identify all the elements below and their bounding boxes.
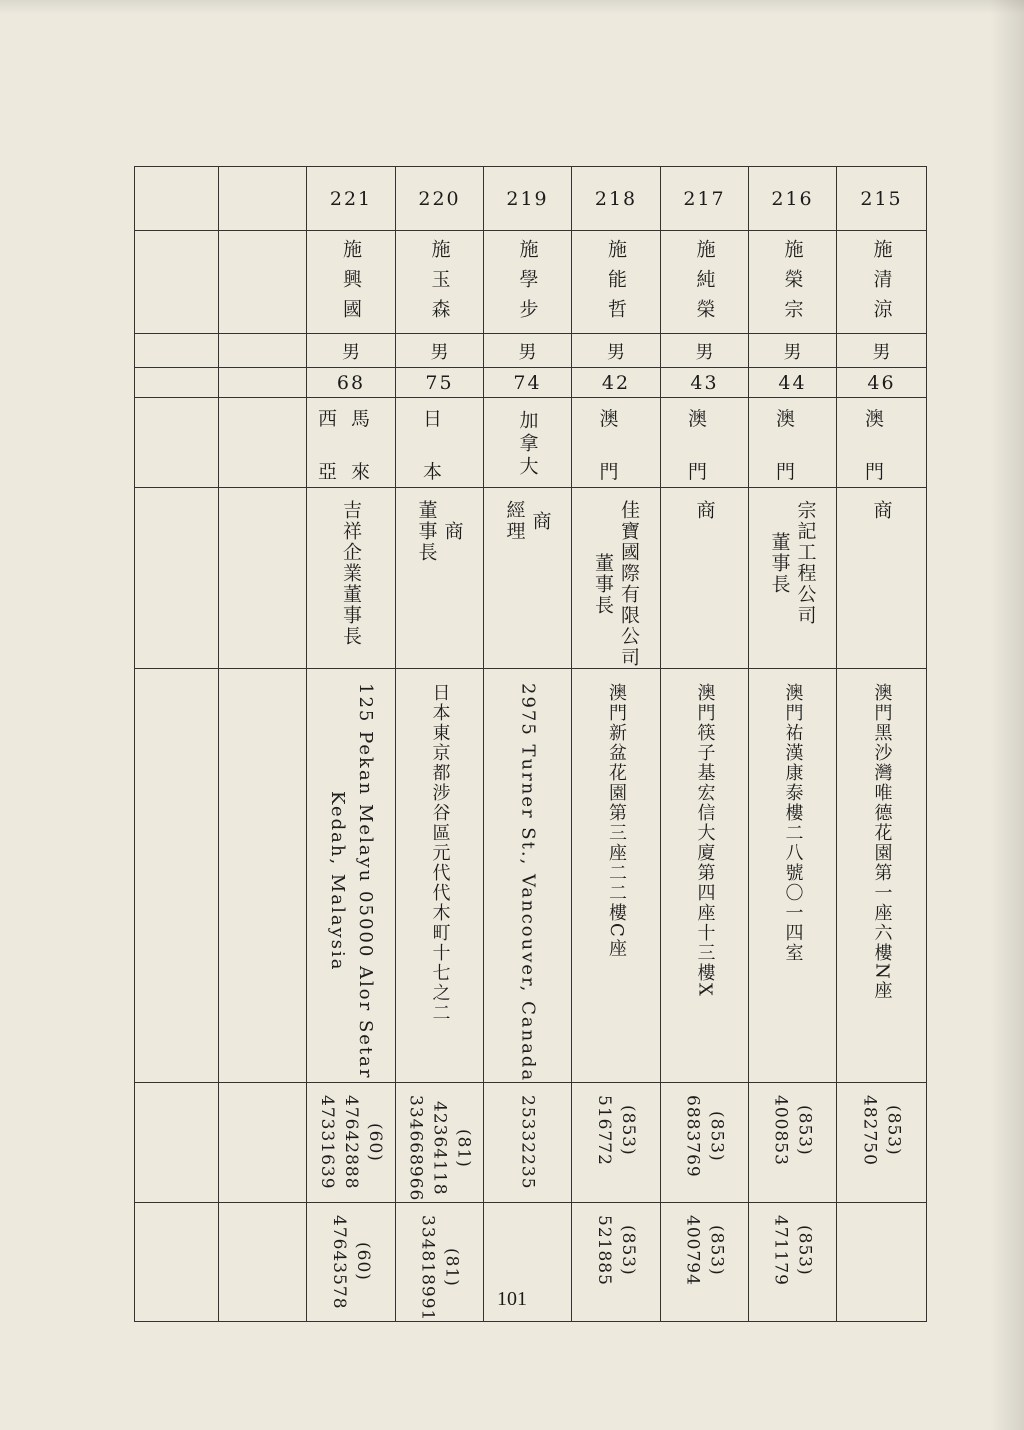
name-cell <box>307 231 396 334</box>
occupation-lines <box>749 488 836 626</box>
no-cell: 220 <box>396 167 484 231</box>
occupation-cell <box>572 488 661 669</box>
address-cell <box>572 669 661 1083</box>
row-address <box>135 669 927 1083</box>
tel-lines <box>837 1083 926 1166</box>
sex-cell: 男 <box>307 334 396 368</box>
blank-cell <box>219 167 307 231</box>
name-cell <box>396 231 484 334</box>
occupation-line: 宗記工程公司 <box>794 500 817 626</box>
place-lines <box>396 398 483 484</box>
tel-cell <box>307 1083 396 1202</box>
fax-number: (853) <box>618 1224 638 1276</box>
place-lines <box>749 398 836 484</box>
page-number: 101 <box>497 1288 527 1310</box>
occupation-cell <box>484 488 572 669</box>
place-line: 門 <box>864 461 898 483</box>
member-register-table <box>134 166 927 1322</box>
tel-number: (60) <box>365 1123 385 1162</box>
address-lines <box>484 669 571 1082</box>
address-line: 澳門祐漢康泰樓二八號〇一四室 <box>782 683 804 963</box>
fax-number: (81) <box>441 1248 462 1288</box>
sex-cell: 男 <box>749 334 837 368</box>
place-line: 澳 <box>864 408 898 430</box>
sex-cell: 男 <box>484 334 572 368</box>
fax-number: 471179 <box>770 1214 791 1286</box>
name-cell <box>749 231 837 334</box>
row-occupation <box>135 488 927 669</box>
member-name: 施能哲 <box>605 239 627 329</box>
tel-number: 334668966 <box>405 1095 426 1202</box>
tel-lines <box>307 1083 395 1190</box>
occupation-line: 商 <box>529 510 552 532</box>
address-line: 澳門筷子基宏信大廈第四座十三樓X <box>694 683 716 998</box>
address-lines <box>661 669 748 998</box>
tel-cell <box>484 1083 572 1202</box>
blank-cell <box>135 398 219 488</box>
occupation-line: 經理 <box>503 500 526 542</box>
tel-lines <box>661 1083 748 1178</box>
tel-number: (81) <box>453 1128 474 1168</box>
name-cell <box>484 231 572 334</box>
address-cell <box>837 669 927 1083</box>
address-cell <box>749 669 837 1083</box>
no-cell: 217 <box>661 167 749 231</box>
tel-cell <box>396 1083 484 1202</box>
place-line: 澳 <box>775 408 809 430</box>
address-line: 日本東京都涉谷區元代代木町十七之二 <box>429 683 451 1023</box>
blank-cell <box>135 1083 219 1202</box>
place-lines <box>661 398 748 484</box>
tel-number: (853) <box>794 1105 815 1157</box>
occupation-line: 董事長 <box>768 531 791 595</box>
tel-number: 25332235 <box>517 1095 538 1190</box>
tel-number: 516772 <box>594 1095 614 1167</box>
age-cell: 44 <box>749 368 837 398</box>
tel-cell <box>572 1083 661 1202</box>
place-lines <box>307 398 395 484</box>
address-line: 125 Pekan Melayu 05000 Alor Setar <box>355 683 376 1080</box>
tel-number: (853) <box>618 1105 638 1157</box>
member-name: 施清涼 <box>870 239 893 329</box>
row-no <box>135 167 927 231</box>
address-line: 澳門黑沙灣唯德花園第一座六樓N座 <box>871 683 893 1001</box>
place-line: 澳 <box>599 408 633 430</box>
member-name: 施榮宗 <box>781 239 804 329</box>
blank-cell <box>135 334 219 368</box>
fax-number: (853) <box>706 1224 727 1276</box>
tel-number: 42364118 <box>429 1101 450 1196</box>
address-line: 澳門新盆花園第三座二二樓C座 <box>606 683 627 959</box>
place-cell <box>661 398 749 488</box>
occupation-cell <box>396 488 484 669</box>
blank-cell <box>219 669 307 1083</box>
address-line: Kedah, Malaysia <box>327 791 348 972</box>
occupation-cell <box>749 488 837 669</box>
sex-cell: 男 <box>396 334 484 368</box>
address-lines <box>749 669 836 963</box>
tel-number: 6883769 <box>682 1095 703 1178</box>
place-lines <box>837 398 926 484</box>
occupation-cell <box>307 488 396 669</box>
occupation-lines <box>307 488 395 647</box>
place-line: 門 <box>775 461 809 483</box>
fax-number: 334818991 <box>417 1214 438 1321</box>
blank-cell <box>219 368 307 398</box>
sex-cell: 男 <box>837 334 927 368</box>
occupation-line: 商 <box>693 500 716 521</box>
blank-cell <box>135 167 219 231</box>
place-line: 門 <box>687 461 721 483</box>
address-lines <box>837 669 926 1001</box>
age-cell: 75 <box>396 368 484 398</box>
occupation-line: 商 <box>870 500 893 521</box>
tel-lines <box>572 1083 660 1166</box>
name-cell <box>837 231 927 334</box>
occupation-lines <box>572 488 660 668</box>
blank-cell <box>135 669 219 1083</box>
place-cell <box>837 398 927 488</box>
fax-number: 521885 <box>594 1214 614 1286</box>
place-cell <box>307 398 396 488</box>
occupation-line: 董事長 <box>592 552 614 616</box>
tel-cell <box>837 1083 927 1202</box>
fax-number: (853) <box>794 1224 815 1276</box>
place-line: 日 <box>422 408 456 430</box>
blank-cell <box>219 488 307 669</box>
no-cell: 215 <box>837 167 927 231</box>
tel-number: 400853 <box>770 1095 791 1167</box>
member-name: 施玉森 <box>428 239 451 329</box>
tel-number: (853) <box>883 1105 904 1157</box>
place-lines <box>484 398 571 479</box>
member-name: 施學步 <box>516 239 539 329</box>
row-tel <box>135 1083 927 1202</box>
occupation-cell <box>837 488 927 669</box>
blank-cell <box>135 368 219 398</box>
tel-cell <box>661 1083 749 1202</box>
age-cell: 42 <box>572 368 661 398</box>
address-cell <box>307 669 396 1083</box>
address-lines <box>307 669 395 1080</box>
tel-number: 47331639 <box>317 1095 337 1190</box>
member-name: 施興國 <box>340 239 362 329</box>
address-cell <box>396 669 484 1083</box>
place-line: 門 <box>599 461 633 483</box>
place-lines <box>572 398 660 484</box>
sex-cell: 男 <box>661 334 749 368</box>
no-cell: 221 <box>307 167 396 231</box>
occupation-lines <box>396 488 483 563</box>
tel-number: 482750 <box>859 1095 880 1167</box>
fax-lines <box>749 1203 836 1286</box>
scan-edge-right <box>990 0 1024 1430</box>
blank-cell <box>219 1083 307 1202</box>
place-cell <box>484 398 572 488</box>
tel-lines <box>396 1083 483 1201</box>
name-cell <box>572 231 661 334</box>
address-line: 2975 Turner St., Vancouver, Canada <box>517 683 539 1083</box>
age-cell: 68 <box>307 368 396 398</box>
place-cell <box>396 398 484 488</box>
age-cell: 46 <box>837 368 927 398</box>
occupation-line: 董事長 <box>415 500 438 563</box>
occupation-lines <box>661 488 748 521</box>
row-name <box>135 231 927 334</box>
tel-lines <box>484 1083 571 1190</box>
no-cell: 218 <box>572 167 661 231</box>
row-sex <box>135 334 927 368</box>
occupation-cell <box>661 488 749 669</box>
tel-lines <box>749 1083 836 1166</box>
tel-number: 47642888 <box>341 1095 361 1190</box>
fax-lines <box>837 1203 926 1209</box>
blank-cell <box>219 334 307 368</box>
row-place <box>135 398 927 488</box>
address-cell <box>484 669 572 1083</box>
age-cell: 43 <box>661 368 749 398</box>
address-cell <box>661 669 749 1083</box>
place-line: 亞來 <box>317 461 384 483</box>
address-lines <box>572 669 660 959</box>
blank-cell <box>219 231 307 334</box>
no-cell: 216 <box>749 167 837 231</box>
place-cell <box>572 398 661 488</box>
blank-cell <box>135 231 219 334</box>
place-line: 西馬 <box>317 408 384 430</box>
blank-cell <box>135 488 219 669</box>
scan-edge-top <box>0 0 1024 14</box>
no-cell: 219 <box>484 167 572 231</box>
occupation-line: 佳寶國際有限公司 <box>618 500 640 668</box>
fax-lines <box>484 1203 571 1209</box>
blank-cell <box>219 398 307 488</box>
occupation-line: 吉祥企業董事長 <box>340 500 362 647</box>
sex-cell: 男 <box>572 334 661 368</box>
address-lines <box>396 669 483 1023</box>
row-age <box>135 368 927 398</box>
fax-lines <box>661 1203 748 1286</box>
place-line: 澳 <box>687 408 721 430</box>
occupation-lines <box>837 488 926 521</box>
name-cell <box>661 231 749 334</box>
occupation-lines <box>484 488 571 542</box>
place-line: 加拿大 <box>516 410 539 479</box>
place-line: 本 <box>422 461 456 483</box>
tel-cell <box>749 1083 837 1202</box>
fax-number: 400794 <box>682 1214 703 1286</box>
fax-number: 47643578 <box>329 1214 349 1310</box>
fax-number: (60) <box>353 1242 373 1282</box>
age-cell: 74 <box>484 368 572 398</box>
member-name: 施純榮 <box>693 239 716 329</box>
fax-lines <box>572 1203 660 1286</box>
place-cell <box>749 398 837 488</box>
occupation-line: 商 <box>441 521 464 542</box>
tel-number: (853) <box>706 1111 727 1162</box>
